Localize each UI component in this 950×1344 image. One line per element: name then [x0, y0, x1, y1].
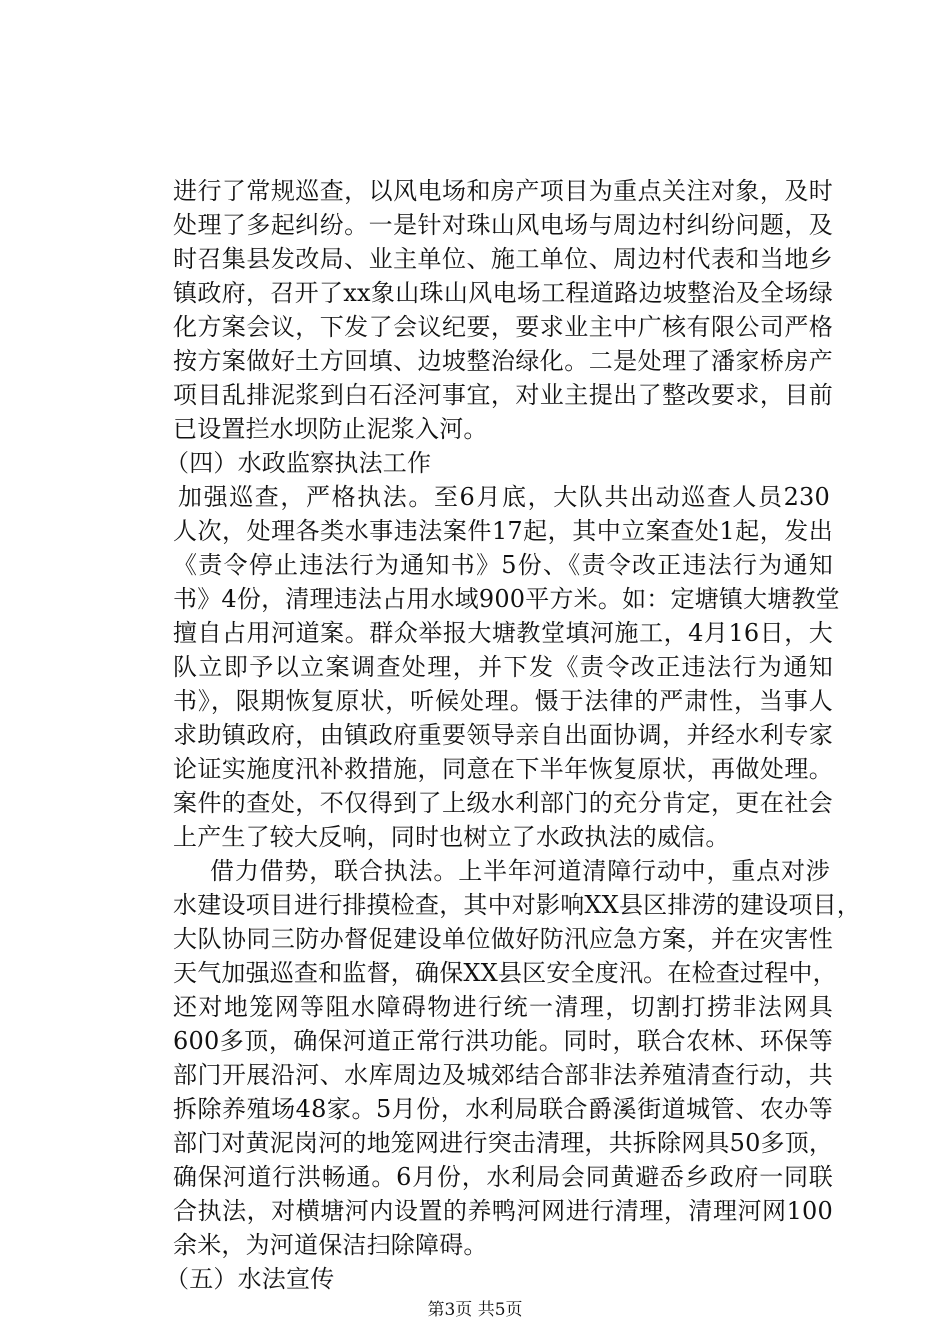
paragraph-line: 论证实施度汛补救措施，同意在下半年恢复原状，再做处理。 — [173, 755, 833, 783]
paragraph-line: 人次，处理各类水事违法案件17起，其中立案查处1起，发出 — [173, 517, 833, 545]
paragraph-line: 上产生了较大反响，同时也树立了水政执法的威信。 — [173, 823, 730, 851]
paragraph-line: 600多顶，确保河道正常行洪功能。同时，联合农林、环保等 — [173, 1027, 833, 1055]
page-number-footer: 第3页 共5页 — [427, 1300, 523, 1320]
paragraph-line: 化方案会议，下发了会议纪要，要求业主中广核有限公司严格 — [173, 313, 833, 341]
paragraph-line: 水建设项目进行排摸检查，其中对影响XX县区排涝的建设项目， — [173, 891, 861, 919]
paragraph-line: 已设置拦水坝防止泥浆入河。 — [173, 415, 488, 443]
section-heading: （四）水政监察执法工作 — [165, 449, 432, 477]
paragraph-line: 处理了多起纠纷。一是针对珠山风电场与周边村纠纷问题，及 — [173, 211, 833, 239]
paragraph-line: 还对地笼网等阻水障碍物进行统一清理，切割打捞非法网具 — [173, 993, 833, 1021]
paragraph-line: 书》4份，清理违法占用水域900平方米。如：定塘镇大塘教堂 — [173, 585, 840, 613]
paragraph-line: 求助镇政府，由镇政府重要领导亲自出面协调，并经水利专家 — [173, 721, 833, 749]
paragraph-line: 借力借势，联合执法。上半年河道清障行动中，重点对涉 — [210, 857, 830, 885]
paragraph-line: 部门对黄泥岗河的地笼网进行突击清理，共拆除网具50多顶， — [173, 1129, 834, 1157]
paragraph-line: 案件的查处，不仅得到了上级水利部门的充分肯定，更在社会 — [173, 789, 833, 817]
paragraph-line: 余米，为河道保洁扫除障碍。 — [173, 1231, 488, 1259]
paragraph-line: 合执法，对横塘河内设置的养鸭河网进行清理，清理河网100 — [173, 1197, 833, 1225]
paragraph-line: 《责令停止违法行为通知书》5份、《责令改正违法行为通知 — [173, 551, 833, 579]
paragraph-line: 部门开展沿河、水库周边及城郊结合部非法养殖清查行动，共 — [173, 1061, 833, 1089]
paragraph-line: 天气加强巡查和监督，确保XX县区安全度汛。在检查过程中， — [173, 959, 837, 987]
paragraph-line: 进行了常规巡查，以风电场和房产项目为重点关注对象，及时 — [173, 177, 833, 205]
paragraph-line: 大队协同三防办督促建设单位做好防汛应急方案，并在灾害性 — [173, 925, 833, 953]
paragraph-line: 擅自占用河道案。群众举报大塘教堂填河施工，4月16日，大 — [173, 619, 833, 647]
paragraph-line: 队立即予以立案调查处理，并下发《责令改正违法行为通知 — [173, 653, 833, 681]
paragraph-line: 书》，限期恢复原状，听候处理。慑于法律的严肃性，当事人 — [173, 687, 833, 715]
paragraph-line: 确保河道行洪畅通。6月份，水利局会同黄避岙乡政府一同联 — [173, 1163, 833, 1191]
paragraph-line: 镇政府，召开了xx象山珠山风电场工程道路边坡整治及全场绿 — [173, 279, 833, 307]
paragraph-line: 按方案做好土方回填、边坡整治绿化。二是处理了潘家桥房产 — [173, 347, 833, 375]
section-heading: （五）水法宣传 — [165, 1265, 335, 1293]
paragraph-line: 时召集县发改局、业主单位、施工单位、周边村代表和当地乡 — [173, 245, 833, 273]
paragraph-line: 加强巡查，严格执法。至6月底，大队共出动巡查人员230 — [178, 483, 830, 511]
paragraph-line: 项目乱排泥浆到白石泾河事宜，对业主提出了整改要求，目前 — [173, 381, 833, 409]
paragraph-line: 拆除养殖场48家。5月份，水利局联合爵溪街道城管、农办等 — [173, 1095, 833, 1123]
